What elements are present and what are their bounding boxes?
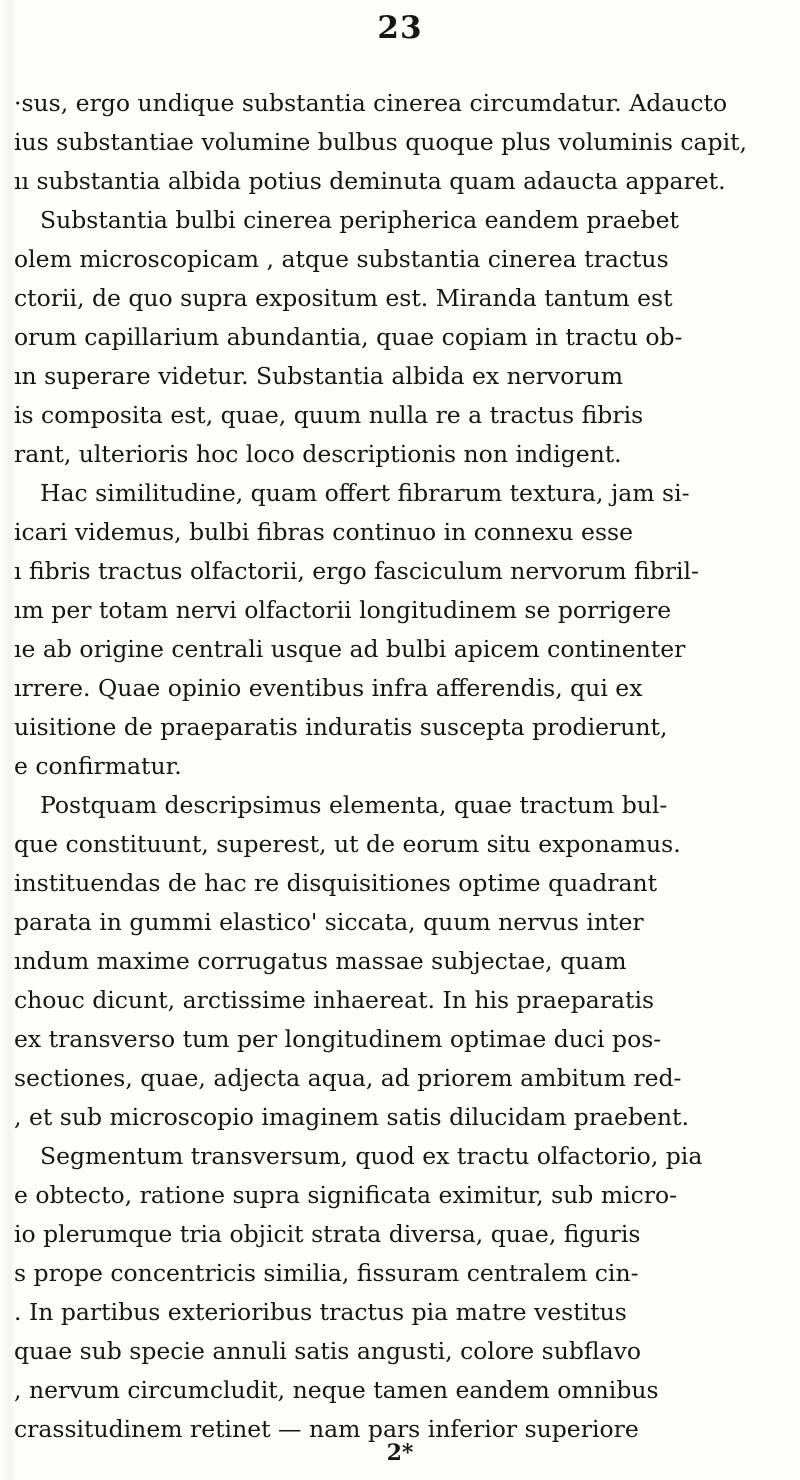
text-line: Postquam descripsimus elementa, quae tractum bul-	[40, 791, 668, 819]
text-line: , et sub microscopio imaginem satis dilucidam praebent.	[14, 1103, 689, 1131]
text-line: s prope concentricis similia, fissuram centralem cin-	[14, 1259, 639, 1287]
text-line: ıe ab origine centrali usque ad bulbi apicem continenter	[14, 635, 686, 663]
text-line: Hac similitudine, quam offert fibrarum textura, jam si-	[40, 479, 690, 507]
text-line: e confirmatur.	[14, 752, 182, 780]
text-line: ıı substantia albida potius deminuta quam adaucta apparet.	[14, 167, 726, 195]
text-line: rant, ulterioris hoc loco descriptionis non indigent.	[14, 440, 622, 468]
text-line: ctorii, de quo supra expositum est. Miranda tantum est	[14, 284, 673, 312]
text-line: is composita est, quae, quum nulla re a tractus fibris	[14, 401, 644, 429]
text-line: quae sub specie annuli satis angusti, colore subflavo	[14, 1337, 642, 1365]
text-line: . In partibus exterioribus tractus pia matre vestitus	[14, 1298, 627, 1326]
text-body	[0, 84, 800, 1449]
text-line: ın superare videtur. Substantia albida ex nervorum	[14, 362, 623, 390]
signature-mark: 2*	[386, 1440, 414, 1466]
text-line: ındum maxime corrugatus massae subjectae, quam	[14, 947, 627, 975]
text-line: uisitione de praeparatis induratis suscepta prodierunt,	[14, 713, 668, 741]
text-line: chouc dicunt, arctissime inhaereat. In his praeparatis	[14, 986, 655, 1014]
text-line: ım per totam nervi olfactorii longitudinem se porrigere	[14, 596, 672, 624]
text-line: olem microscopicam , atque substantia cinerea tractus	[14, 245, 669, 273]
text-line: Substantia bulbi cinerea peripherica eandem praebet	[40, 206, 679, 234]
text-line: ırrere. Quae opinio eventibus infra afferendis, qui ex	[14, 674, 643, 702]
text-line: orum capillarium abundantia, quae copiam in tractu ob-	[14, 323, 683, 351]
text-line: que constituunt, superest, ut de eorum situ exponamus.	[14, 830, 681, 858]
page-number: 23	[377, 10, 423, 46]
text-line: ius substantiae volumine bulbus quoque plus voluminis capit,	[14, 128, 748, 156]
text-line: e obtecto, ratione supra significata eximitur, sub micro-	[14, 1181, 678, 1209]
text-line: io plerumque tria objicit strata diversa, quae, figuris	[14, 1220, 641, 1248]
text-line: , nervum circumcludit, neque tamen eandem omnibus	[14, 1376, 659, 1404]
text-line: ex transverso tum per longitudinem optimae duci pos-	[14, 1025, 662, 1053]
text-line: sectiones, quae, adjecta aqua, ad priorem ambitum red-	[14, 1064, 682, 1092]
text-line: ı fibris tractus olfactorii, ergo fasciculum nervorum fibril-	[14, 557, 699, 585]
text-line: parata in gummi elastico' siccata, quum nervus inter	[14, 908, 644, 936]
text-line: instituendas de hac re disquisitiones optime quadrant	[14, 869, 658, 897]
text-line: icari videmus, bulbi fibras continuo in connexu esse	[14, 518, 633, 546]
text-line: ·sus, ergo undique substantia cinerea circumdatur. Adaucto	[14, 89, 728, 117]
text-line: Segmentum transversum, quod ex tractu olfactorio, pia	[40, 1142, 703, 1170]
text-line: crassitudinem retinet — nam pars inferior superiore	[14, 1415, 639, 1443]
